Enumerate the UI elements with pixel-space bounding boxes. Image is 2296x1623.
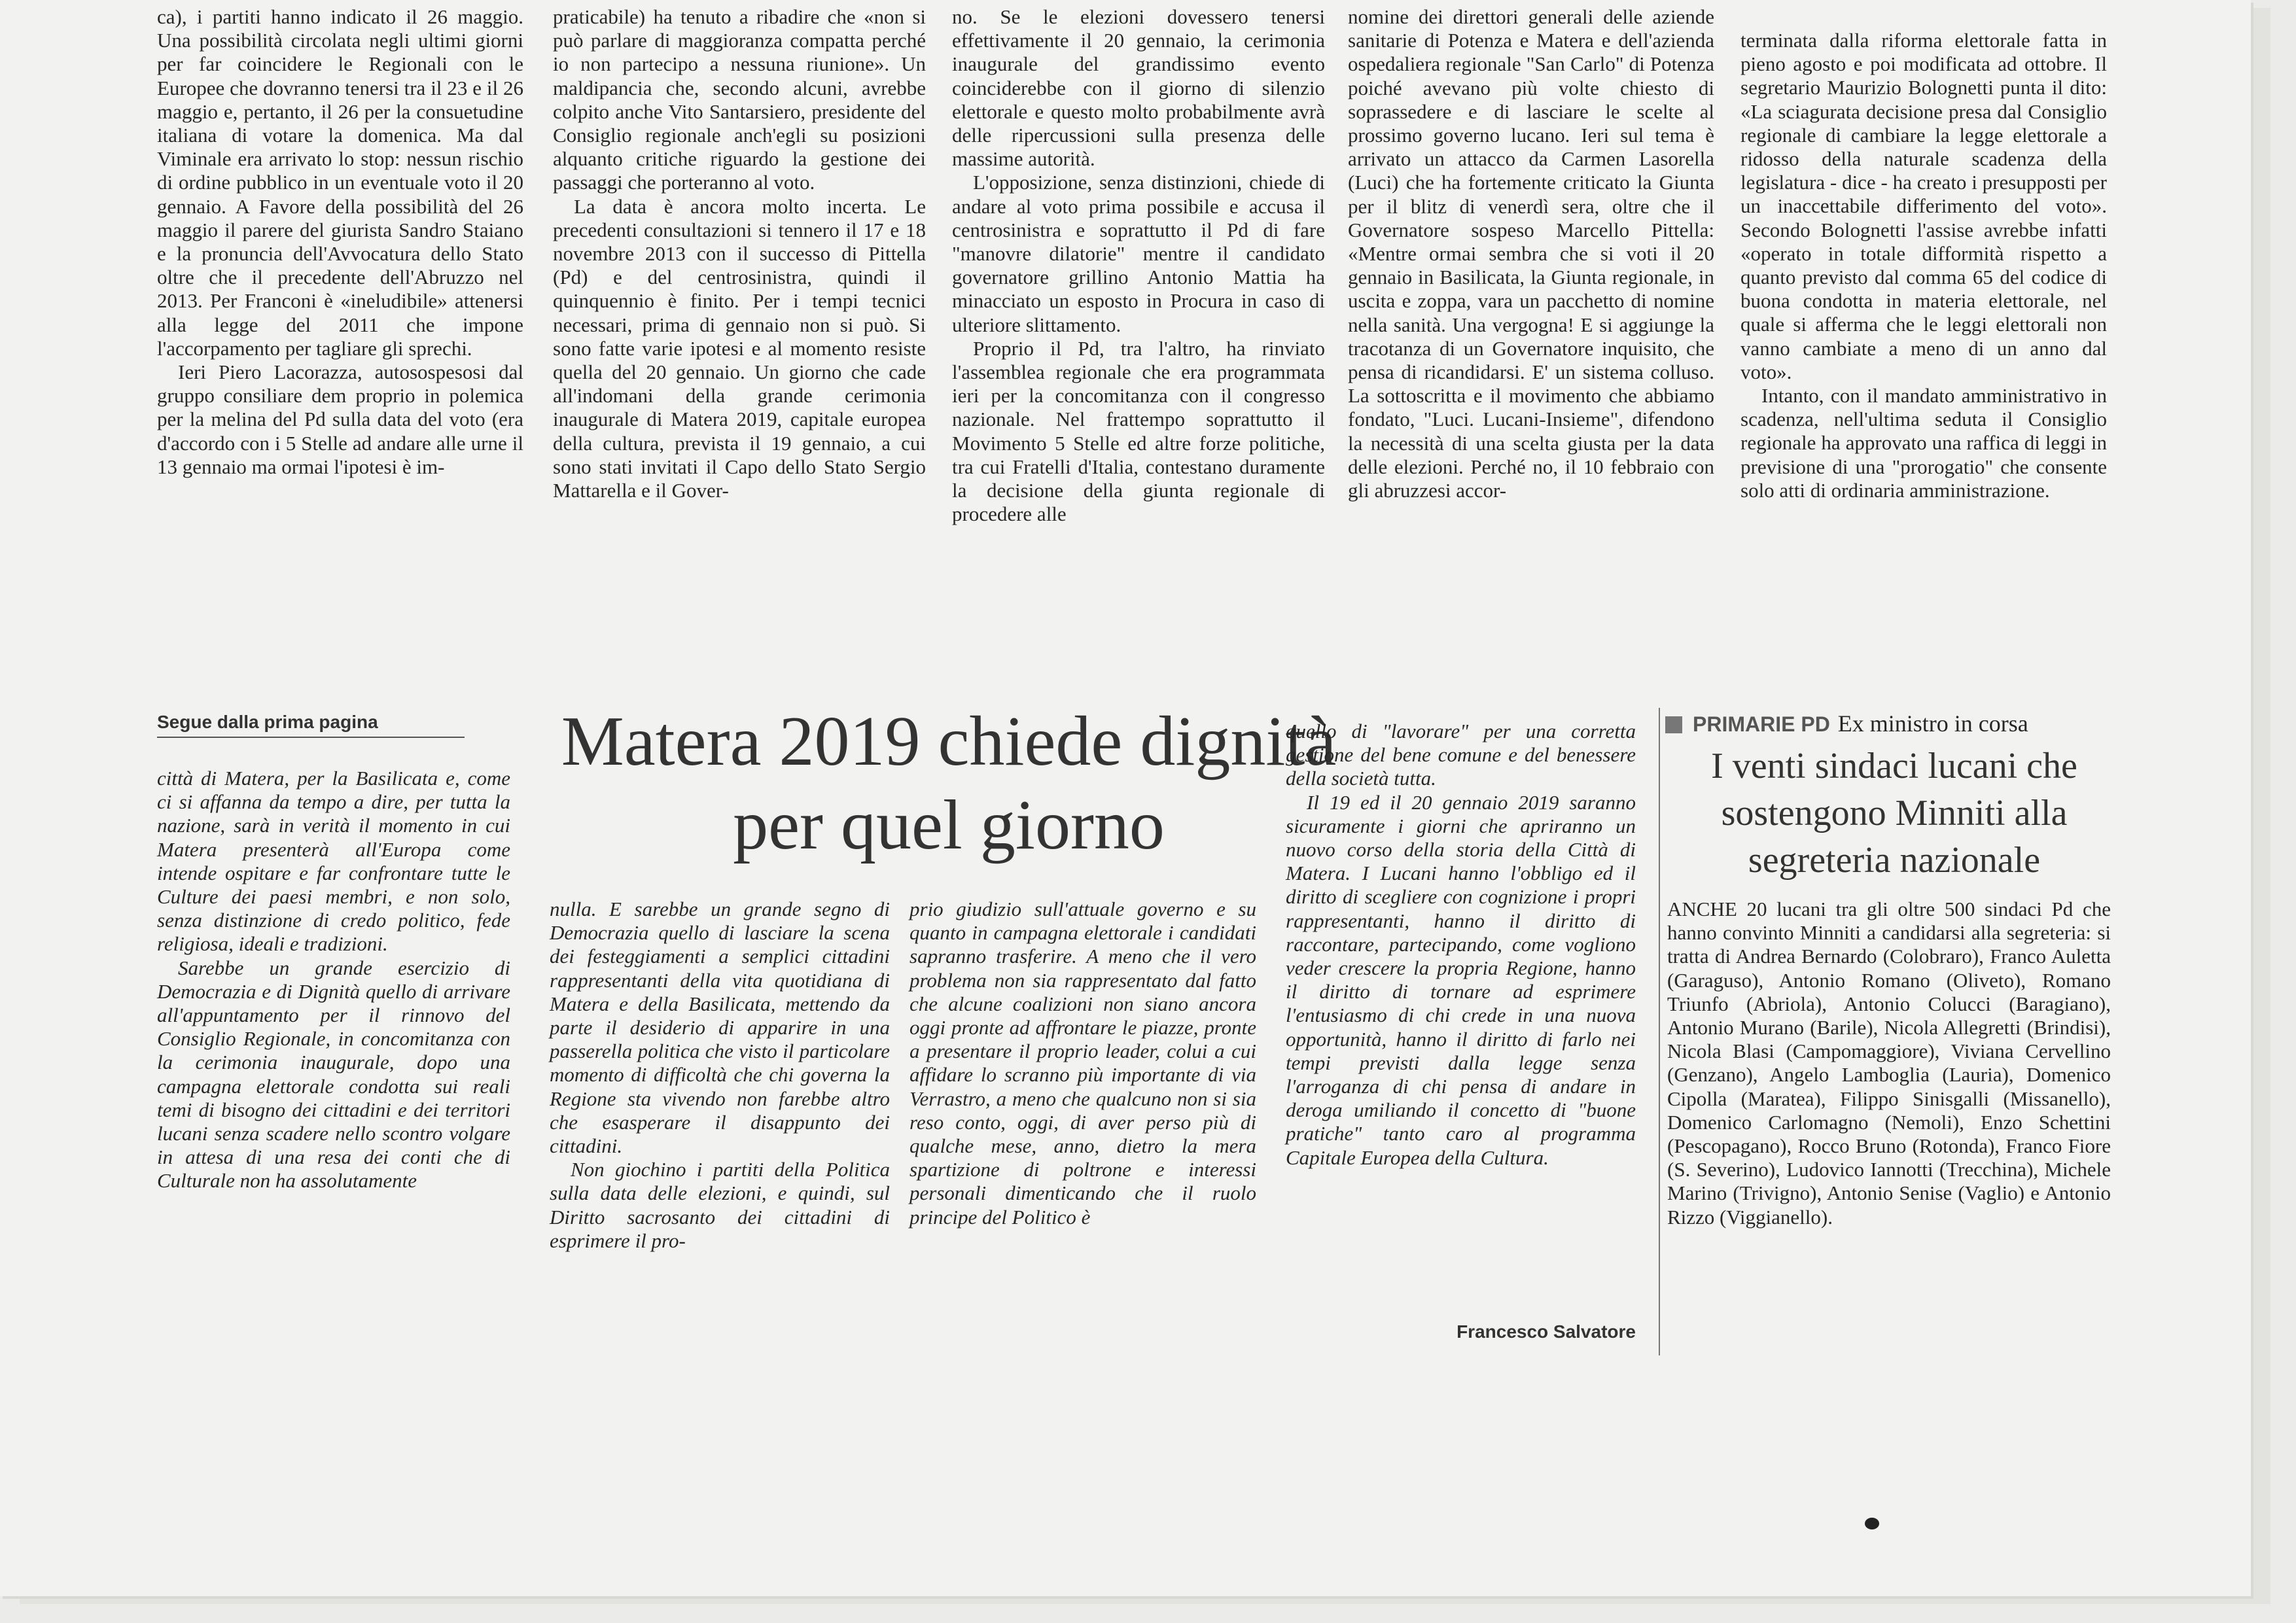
byline: Francesco Salvatore bbox=[1457, 1321, 1636, 1342]
paragraph: nulla. E sarebbe un grande segno di Democrazia quello di lasciare la scena dei festeggiamenti a semplici cittadini rappresentanti della vita quotidiana di Matera e della Basilicata, mettendo da parte il desiderio di apparire in una passerella politica che visto il particolare momento di difficoltà che chi governa la Regione sta vivendo non farebbe altro che esasperare il disappunto dei cittadini. bbox=[550, 898, 890, 1158]
article-column-2 bbox=[550, 898, 890, 1253]
article-column-4 bbox=[1286, 720, 1636, 1170]
top-column-4 bbox=[1348, 5, 1714, 502]
article-column-3 bbox=[910, 898, 1256, 1229]
top-column-3 bbox=[952, 5, 1325, 526]
article-headline: Matera 2019 chiede dignità per quel giorno bbox=[561, 703, 1337, 864]
paragraph: Proprio il Pd, tra l'altro, ha rinviato l'assemblea regionale che era programmata ieri per la concomitanza con il congresso nazionale. Nel frattempo soprattutto il Movimento 5 Stelle ed altre forze politiche, tra cui Fratelli d'Italia, contestano duramente la decisione della giunta regionale di procedere alle bbox=[952, 336, 1325, 526]
sidebar-kicker-text: Ex ministro in corsa bbox=[1837, 710, 2028, 737]
article-column-1 bbox=[157, 767, 510, 1193]
paragraph: praticabile) ha tenuto a ribadire che «non si può parlare di maggioranza compatta perché io non partecipo a nessuna riunione». Un maldipancia che, secondo alcuni, avrebbe colpito anche Vito Santarsiero, presidente del Consiglio regionale anch'egli su posizioni alquanto critiche riguardo la gestione dei passaggi che porteranno al voto. bbox=[553, 5, 926, 194]
paragraph: Intanto, con il mandato amministrativo in scadenza, nell'ultima seduta il Consiglio regionale ha approvato una raffica di leggi in previsione di una "prorogatio" che consente solo atti di ordinaria amministrazione. bbox=[1740, 384, 2107, 502]
paragraph: Il 19 ed il 20 gennaio 2019 saranno sicuramente i giorni che apriranno un nuovo corso della storia della Città di Matera. I Lucani hanno l'obbligo ed il diritto di scegliere con cognizione i propri rappresentanti, hanno il diritto di raccontare, partecipando, come vogliono veder crescere la propria Regione, hanno il diritto di tornare ad esprimere l'entusiasmo di chi crede in una nuova opportunità, hanno il diritto di farlo nei tempi previsti dalla legge senza l'arroganza di chi pensa di andare in deroga umiliando il concetto di "buone pratiche" tanto caro al programma Capitale Europea della Cultura. bbox=[1286, 790, 1636, 1169]
continuation-kicker: Segue dalla prima pagina bbox=[157, 712, 465, 738]
ink-spot bbox=[1865, 1518, 1879, 1529]
paragraph: nomine dei direttori generali delle aziende sanitarie di Potenza e Matera e dell'azienda ospedaliera regionale "San Carlo" di Potenza poiché avevano più volte chiesto di soprassedere e di lasciare le scelte al prossimo governo lucano. Ieri sul tema è arrivato un attacco da Carmen Lasorella (Luci) che ha fortemente criticato la Giunta per il blitz di venerdì sera, oltre che il Governatore sospeso Marcello Pittella: «Mentre ormai sembra che si voti il 20 gennaio in Basilicata, la Giunta regionale, in uscita e zoppa, vara un pacchetto di nomine nella sanità. Una vergogna! E si aggiunge la tracotanza di un Governatore inquisito, che pensa di ricandidarsi. E' un sistema colluso. La sottoscritta e il movimento che abbiamo fondato, "Luci. Lucani-Insieme", difendono la necessità di una scelta giusta per la data delle elezioni. Perché no, il 10 febbraio con gli abruzzesi accor- bbox=[1348, 5, 1714, 502]
paragraph: terminata dalla riforma elettorale fatta in pieno agosto e poi modificata ad ottobre. Il segretario Maurizio Bolognetti punta il dito: «La sciagurata decisione presa dal Consiglio regionale di cambiare la legge elettorale a ridosso della naturale scadenza della legislatura - dice - ha creato i presupposti per un inaccettabile differimento del voto». Secondo Bolognetti l'assise avrebbe infatti «operato in totale difformità rispetto a quanto previsto dal comma 65 del codice di buona condotta in materia elettorale, nel quale si afferma che le leggi elettorali non vanno cambiate a meno di un anno dal voto». bbox=[1740, 29, 2107, 383]
paragraph: L'opposizione, senza distinzioni, chiede di andare al voto prima possibile e accusa il centrosinistra e soprattutto il Pd di fare "manovre dilatorie" mentre il candidato governatore grillino Antonio Mattia ha minacciato un esposto in Procura in caso di ulteriore slittamento. bbox=[952, 171, 1325, 336]
sidebar-body bbox=[1667, 898, 2111, 1229]
top-column-1 bbox=[157, 5, 523, 479]
paragraph: La data è ancora molto incerta. Le precedenti consultazioni si tennero il 17 e 18 novembre 2013 con il successo di Pittella (Pd) e del centrosinistra, quindi il quinquennio è finito. Per i tempi tecnici necessari, prima di gennaio non si può. Si sono fatte varie ipotesi e al momento resiste quella del 20 gennaio. Un giorno che cade all'indomani della grande cerimonia inaugurale di Matera 2019, capitale europea della cultura, prevista il 19 gennaio, a cui sono stati invitati il Capo dello Stato Sergio Mattarella e il Gover- bbox=[553, 194, 926, 502]
paragraph: ca), i partiti hanno indicato il 26 maggio. Una possibilità circolata negli ultimi giorni per far coincidere le Regionali con le Europee che dovranno tenersi tra il 23 e il 26 maggio e, pertanto, il 26 per la consuetudine italiana di votare la domenica. Ma dal Viminale era arrivato lo stop: nessun rischio di ordine pubblico in un eventuale voto il 20 gennaio. A Favore della possibilità del 26 maggio il parere del giurista Sandro Staiano e la pronuncia dell'Avvocatura dello Stato oltre che il precedente dell'Abruzzo nel 2013. Per Franconi è «ineludibile» attenersi alla legge del 2011 che impone l'accorpamento per tagliare gli sprechi. bbox=[157, 5, 523, 360]
section-square-icon bbox=[1665, 716, 1682, 733]
paragraph: Ieri Piero Lacorazza, autosospesosi dal gruppo consiliare dem proprio in polemica per la melina del Pd sulla data del voto (era d'accordo con i 5 Stelle ad andare alle urne il 13 gennaio ma ormai l'ipotesi è im- bbox=[157, 360, 523, 478]
paragraph: città di Matera, per la Basilicata e, come ci si affanna da tempo a dire, per tutta la nazione, sarà in verità il momento in cui Matera presenterà all'Europa come intende ospitare e far confrontare tutte le Culture dei paesi membri, e non solo, senza distinzione di credo politico, fede religiosa, ideali e tradizioni. bbox=[157, 767, 510, 956]
top-column-2 bbox=[553, 5, 926, 502]
paragraph: quello di "lavorare" per una corretta gestione del bene comune e del benessere della società tutta. bbox=[1286, 720, 1636, 790]
paragraph: Sarebbe un grande esercizio di Democrazia e di Dignità quello di arrivare all'appuntamento per il rinnovo del Consiglio Regionale, in concomitanza con la cerimonia inaugurale, dopo una campagna elettorale condotta sui reali temi di bisogno dei cittadini e dei territori lucani senza scadere nello scontro volgare in attesa di una resa dei conti che di Culturale non ha assolutamente bbox=[157, 956, 510, 1193]
sidebar-headline: I venti sindaci lucani che sostengono Minniti alla segreteria nazionale bbox=[1711, 746, 2077, 881]
column-divider bbox=[1659, 708, 1660, 1355]
paragraph: ANCHE 20 lucani tra gli oltre 500 sindaci Pd che hanno convinto Minniti a candidarsi alla segreteria: si tratta di Andrea Bernardo (Colobraro), Franco Auletta (Garaguso), Antonio Romano (Oliveto), Romano Triunfo (Abriola), Antonio Colucci (Baragiano), Antonio Murano (Barile), Nicola Allegretti (Brindisi), Nicola Blasi (Campomaggiore), Viviana Cervellino (Genzano), Angelo Lamboglia (Lauria), Domenico Cipolla (Maratea), Filippo Sinisgalli (Missanello), Domenico Carlomagno (Nemoli), Enzo Schettini (Pescopagano), Rocco Bruno (Rotonda), Franco Fiore (S. Severino), Ludovico Iannotti (Trecchina), Michele Marino (Trivigno), Antonio Senise (Vaglio) e Antonio Rizzo (Viggianello). bbox=[1667, 898, 2111, 1229]
top-column-5 bbox=[1740, 29, 2107, 502]
paragraph: no. Se le elezioni dovessero tenersi effettivamente il 20 gennaio, la cerimonia inaugurale del grandissimo evento coinciderebbe con il giorno di silenzio elettorale e questo molto probabilmente avrà delle ripercussioni sulla presenza delle massime autorità. bbox=[952, 5, 1325, 171]
section-label: PRIMARIE PD bbox=[1693, 712, 1830, 736]
paragraph: Non giochino i partiti della Politica sulla data delle elezioni, e quindi, sul Diritto sacrosanto dei cittadini di esprimere il pro- bbox=[550, 1158, 890, 1252]
sidebar-kicker bbox=[1665, 710, 2123, 737]
paragraph: prio giudizio sull'attuale governo e su quanto in campagna elettorale i candidati sapranno trasferire. A meno che il vero problema non sia rappresentato dal fatto che alcune coalizioni non siano ancora oggi pronte ad affrontare le piazze, pronte a presentare il proprio leader, colui a cui affidare lo scranno più importante di via Verrastro, a meno che qualcuno non si sia reso conto, oggi, di aver perso più di qualche mese, anno, dietro la mera spartizione di poltrone e interessi personali dimenticando che il ruolo principe del Politico è bbox=[910, 898, 1256, 1229]
